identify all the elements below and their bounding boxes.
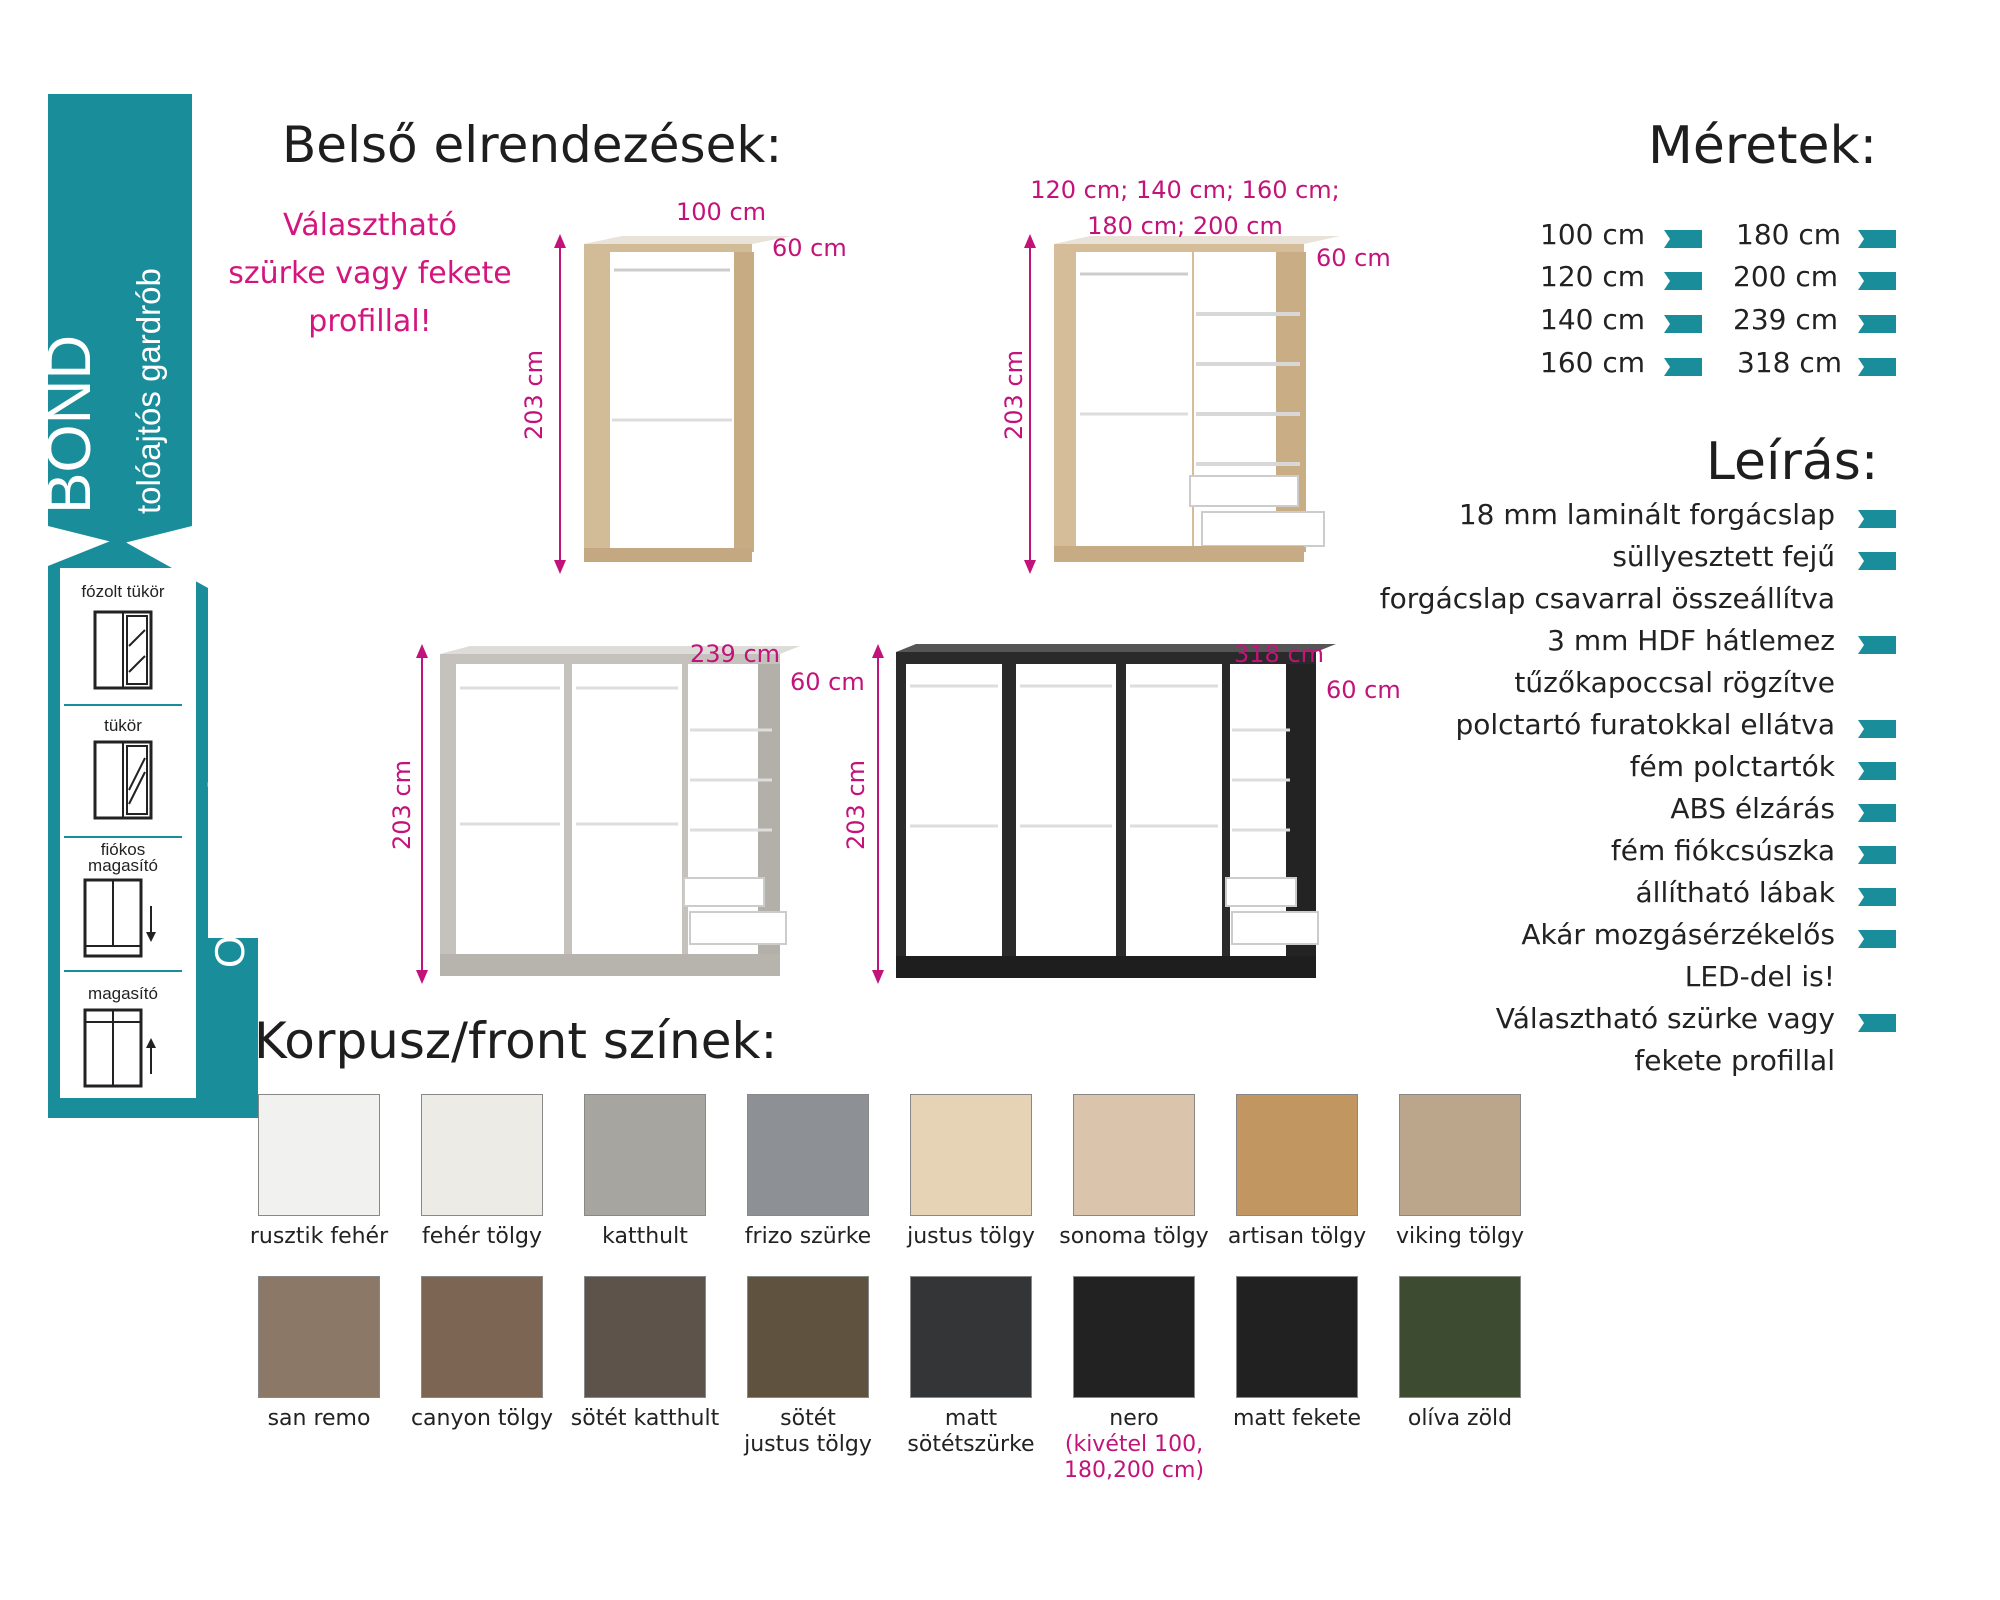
arrow-marker-icon [1858, 634, 1896, 656]
dim-depth: 60 cm [772, 234, 847, 262]
color-name: matt fekete [1232, 1406, 1362, 1431]
arrow-marker-icon [1664, 315, 1702, 333]
dim-width: 100 cm [676, 198, 767, 226]
color-swatch [1073, 1094, 1195, 1216]
optional-item-label: fózolt tükör [81, 582, 165, 601]
arrow-marker-icon [1858, 844, 1896, 866]
color-swatch [1236, 1094, 1358, 1216]
color-swatch-label [1049, 1406, 1219, 1484]
color-swatch [747, 1276, 869, 1398]
description-line: fém fiókcsúszka [1610, 834, 1835, 867]
dim-depth: 60 cm [1326, 676, 1401, 704]
banner-text [35, 94, 180, 524]
color-swatch-label [234, 1224, 404, 1250]
color-name: sötét katthult [570, 1406, 720, 1431]
optional-item-label: tükör [104, 716, 142, 735]
description-line: forgácslap csavarral összeállítva [1379, 582, 1835, 615]
sizes-title: Méretek: [1648, 116, 1878, 176]
dim-height: 203 cm [842, 759, 870, 850]
color-swatch [1399, 1094, 1521, 1216]
color-swatch [910, 1276, 1032, 1398]
profile-note: Választható szürke vagy fekete profillal! [228, 208, 512, 339]
size-arrows [1664, 226, 1904, 386]
color-name: olíva zöld [1407, 1406, 1513, 1431]
size-item: 318 cm [1737, 346, 1843, 379]
optional-item-label: fiókos magasító [88, 840, 158, 875]
dim-width: 239 cm [690, 640, 781, 668]
color-swatch-label [1049, 1224, 1219, 1250]
color-swatch [747, 1094, 869, 1216]
description-line: ABS élzárás [1670, 792, 1835, 825]
svg-text:OPCIONÁLIS: OPCIONÁLIS [206, 711, 253, 968]
color-name: nero [1109, 1406, 1159, 1431]
arrow-marker-icon [1858, 230, 1896, 248]
arrow-marker-icon [1858, 1012, 1896, 1034]
dim-height: 203 cm [388, 759, 416, 850]
arrow-marker-icon [1858, 760, 1896, 782]
color-name: sonoma tölgy [1059, 1224, 1209, 1249]
color-name: artisan tölgy [1227, 1224, 1367, 1249]
wardrobe-diagram-318 [856, 640, 1346, 990]
color-swatch [421, 1094, 543, 1216]
mirror-wardrobe-icon [93, 738, 153, 822]
banner-subtitle: tolóajtós gardrób [130, 268, 167, 514]
description-line: Választható szürke vagy [1495, 1002, 1835, 1035]
arrow-marker-icon [1858, 802, 1896, 824]
color-swatch-label [560, 1406, 730, 1432]
dim-width: 120 cm; 140 cm; 160 cm; 180 cm; 200 cm [1030, 176, 1340, 240]
dim-depth: 60 cm [790, 668, 865, 696]
color-name: fehér tölgy [422, 1224, 542, 1249]
color-name: katthult [602, 1224, 688, 1249]
arrow-marker-icon [1858, 315, 1896, 333]
description-line: állítható lábak [1635, 876, 1835, 909]
color-name: rusztik fehér [249, 1224, 389, 1249]
color-swatch-label [886, 1224, 1056, 1250]
optional-item-mirror [64, 706, 182, 838]
color-swatch [910, 1094, 1032, 1216]
description-line: Akár mozgásérzékelős [1521, 918, 1835, 951]
color-swatch [258, 1094, 380, 1216]
size-item: 100 cm [1540, 218, 1646, 251]
description-line: tűzőkapoccsal rögzítve [1514, 666, 1835, 699]
dim-height: 203 cm [1000, 349, 1028, 440]
arrow-marker-icon [1664, 272, 1702, 290]
description-line: süllyesztett fejű [1612, 540, 1835, 573]
wardrobe-diagram-239 [400, 640, 800, 990]
color-note: (kivétel 100, 180,200 cm) [1063, 1432, 1205, 1483]
description-line: 3 mm HDF hátlemez [1547, 624, 1835, 657]
description-line: fém polctartók [1629, 750, 1835, 783]
size-item: 120 cm [1540, 260, 1646, 293]
optional-item-riser [64, 972, 182, 1100]
description-line: polctartó furatokkal ellátva [1455, 708, 1835, 741]
size-item: 160 cm [1540, 346, 1646, 379]
optional-title-wrap [196, 711, 256, 980]
color-swatch-label [886, 1406, 1056, 1458]
arrow-marker-icon [1858, 550, 1896, 572]
color-swatch-label [397, 1406, 567, 1432]
size-item: 239 cm [1733, 303, 1839, 336]
color-swatch-label [560, 1224, 730, 1250]
framed-mirror-wardrobe-icon [93, 606, 153, 690]
color-swatch [584, 1276, 706, 1398]
color-swatch-label [723, 1224, 893, 1250]
color-name: frizo szürke [744, 1224, 872, 1249]
color-swatch [584, 1094, 706, 1216]
drawer-riser-icon [83, 876, 163, 960]
color-swatch [258, 1276, 380, 1398]
color-name: sötét justus tölgy [744, 1406, 872, 1457]
colors-title: Korpusz/front színek: [254, 1012, 778, 1070]
color-name: justus tölgy [907, 1224, 1035, 1249]
arrow-marker-icon [1858, 928, 1896, 950]
color-swatch-label [723, 1406, 893, 1458]
color-swatch [1236, 1276, 1358, 1398]
color-swatch-label [1375, 1406, 1545, 1432]
color-swatch-label [1212, 1406, 1382, 1432]
size-item: 200 cm [1733, 260, 1839, 293]
color-name: matt sötétszürke [907, 1406, 1035, 1457]
color-swatch [1399, 1276, 1521, 1398]
arrow-marker-icon [1858, 718, 1896, 740]
optional-item-framed-mirror [64, 578, 182, 706]
description-title: Leírás: [1706, 432, 1879, 492]
color-name: viking tölgy [1395, 1224, 1525, 1249]
size-item: 180 cm [1736, 218, 1842, 251]
color-name: canyon tölgy [410, 1406, 554, 1431]
arrow-marker-icon [1858, 272, 1896, 290]
dim-width: 318 cm [1234, 640, 1325, 668]
arrow-marker-icon [1664, 358, 1702, 376]
dim-depth: 60 cm [1316, 244, 1391, 272]
banner-title: BOND [35, 334, 104, 514]
wardrobe-diagram-120-200 [1010, 230, 1360, 580]
arrow-marker-icon [1858, 886, 1896, 908]
riser-icon [83, 1006, 163, 1090]
description-line: LED-del is! [1684, 960, 1835, 993]
dim-height: 203 cm [520, 349, 548, 440]
color-swatch-label [397, 1224, 567, 1250]
wardrobe-diagram-100 [530, 230, 780, 580]
layouts-title: Belső elrendezések: [282, 116, 783, 174]
size-item: 140 cm [1540, 303, 1646, 336]
arrow-marker-icon [1858, 508, 1896, 530]
description-line: 18 mm laminált forgácslap [1458, 498, 1835, 531]
optional-item-drawer-riser [64, 838, 182, 972]
arrow-marker-icon [1664, 230, 1702, 248]
optional-item-label: magasító [88, 984, 158, 1003]
color-swatch [421, 1276, 543, 1398]
color-name: san remo [267, 1406, 371, 1431]
color-swatch-label [1212, 1224, 1382, 1250]
banner-text-wrap [35, 94, 180, 524]
arrow-marker-icon [1858, 358, 1896, 376]
optional-title [196, 711, 256, 980]
color-swatch [1073, 1276, 1195, 1398]
description-line: fekete profillal [1634, 1044, 1835, 1077]
color-swatch-label [234, 1406, 404, 1432]
color-swatch-label [1375, 1224, 1545, 1250]
